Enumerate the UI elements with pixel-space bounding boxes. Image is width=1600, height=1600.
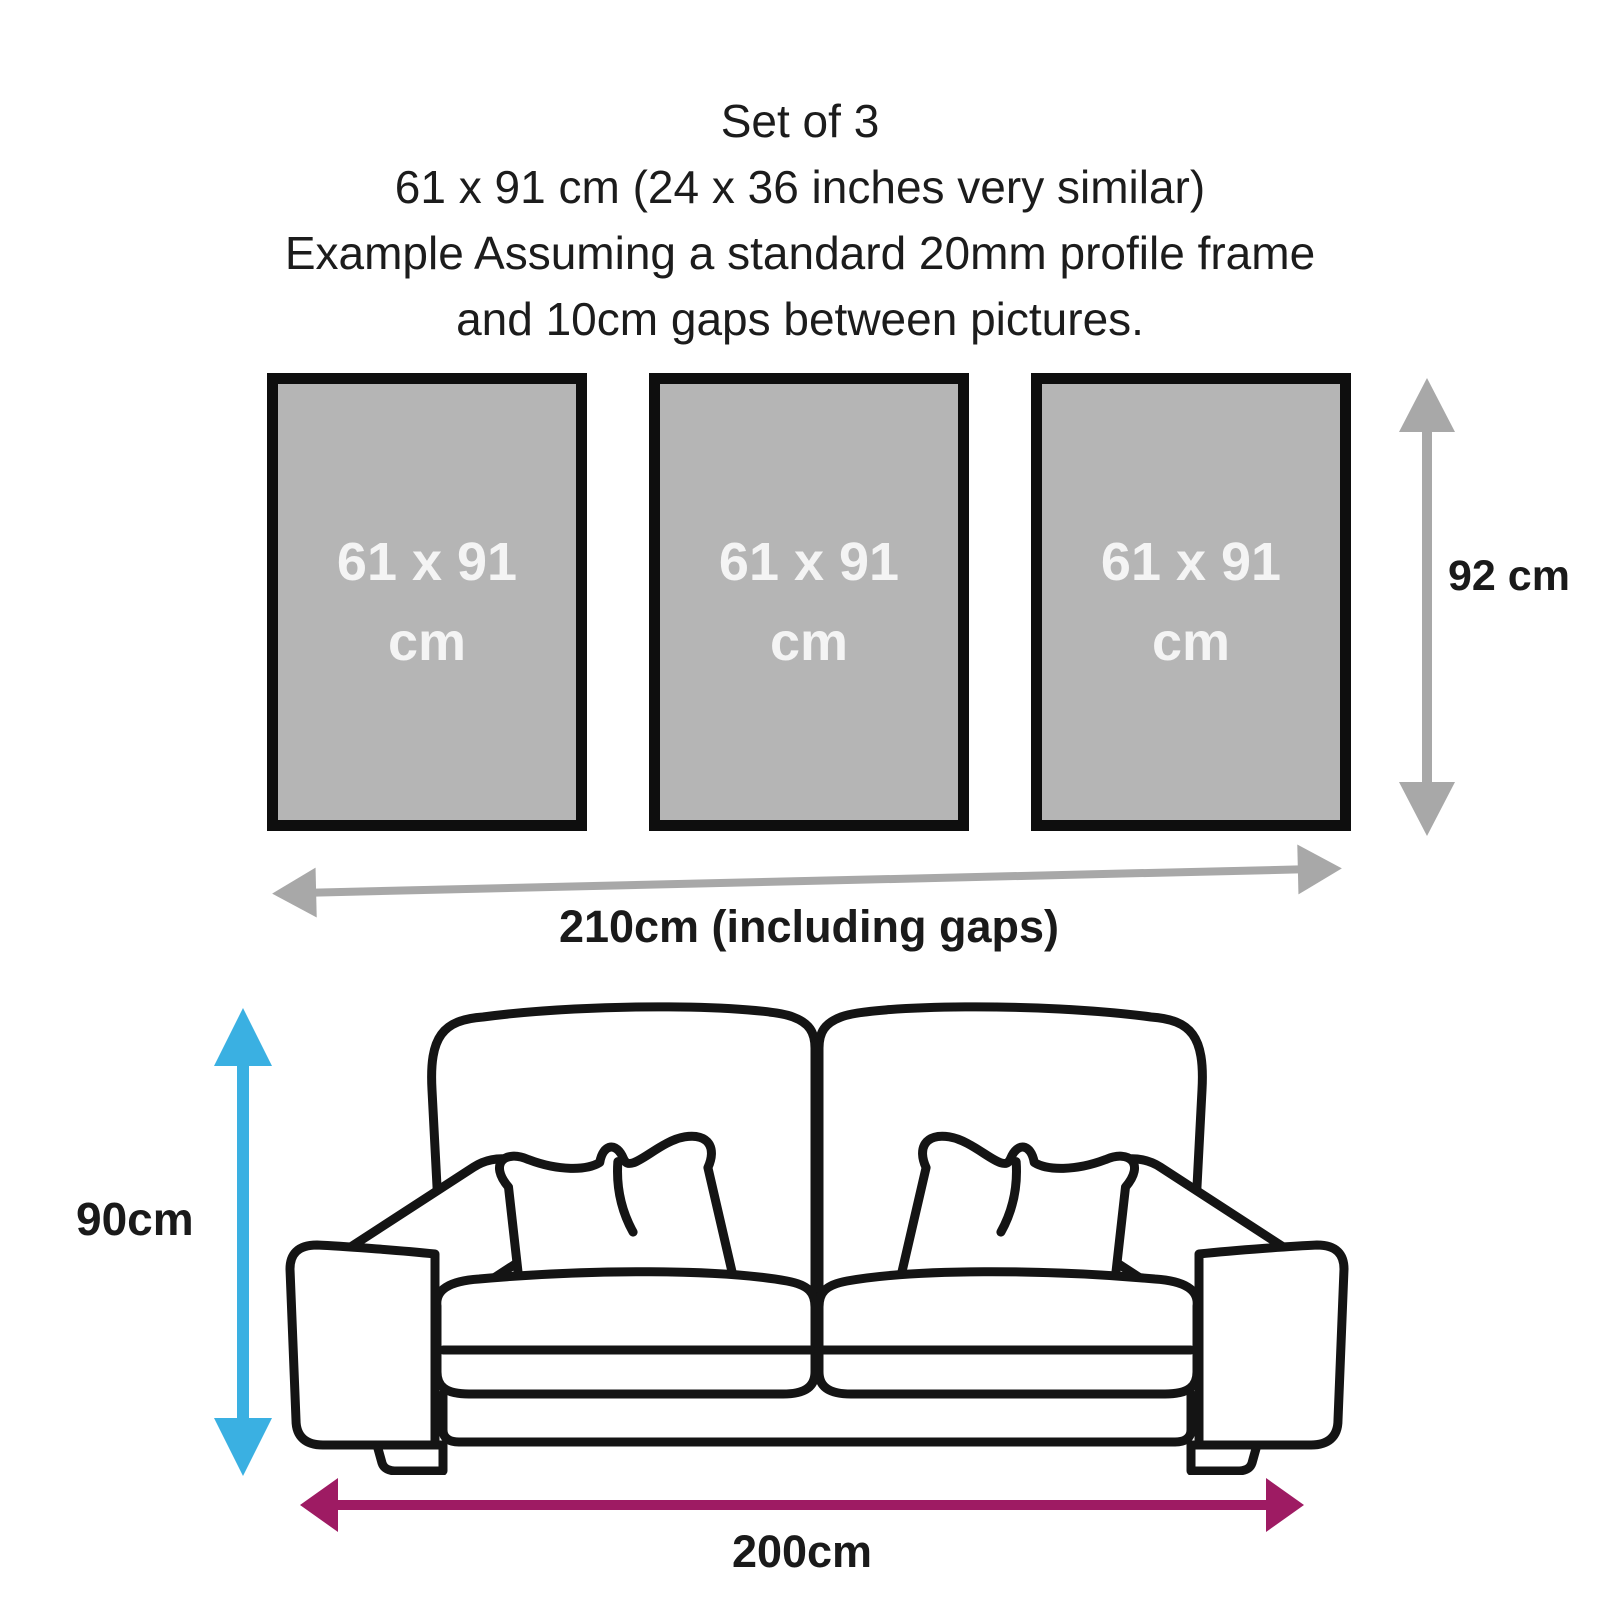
frame-size-label: 61 x 91: [336, 532, 518, 592]
sofa-seat-left: [437, 1272, 815, 1394]
picture-frame-1: [267, 373, 587, 831]
sofa-height-arrow-icon: [210, 1008, 276, 1476]
arrow-shaft: [332, 1500, 1272, 1510]
sofa-height-label: 90cm: [76, 1193, 194, 1245]
title-line-4: and 10cm gaps between pictures.: [456, 293, 1144, 345]
frame-size-label: 61 x 91: [1100, 532, 1282, 592]
arrow-head-right: [1297, 843, 1342, 894]
title-line-1: Set of 3: [720, 95, 880, 147]
total-height-label: 92 cm: [1448, 552, 1570, 600]
title-block: [0, 88, 1600, 352]
arrow-head-down: [214, 1418, 272, 1476]
sofa-width-label: 200cm: [731, 1526, 873, 1577]
arrow-head-right: [1266, 1478, 1304, 1532]
frame-size-unit: cm: [769, 612, 849, 672]
arrow-head-down: [1399, 782, 1455, 836]
arrow-head-up: [1399, 378, 1455, 432]
sofa-base: [443, 1394, 1191, 1442]
height-arrow-icon: [1392, 378, 1462, 836]
sofa-leg-right: [1191, 1445, 1257, 1471]
frame-size-unit: cm: [387, 612, 467, 672]
arrow-shaft: [237, 1058, 249, 1426]
sofa-arm-right: [1199, 1245, 1344, 1445]
arrow-head-up: [214, 1008, 272, 1066]
picture-frame-2: [649, 373, 969, 831]
sofa-illustration: [285, 990, 1350, 1475]
arrow-shaft: [1422, 424, 1432, 790]
frame-size-unit: cm: [1151, 612, 1231, 672]
sofa-arm-left: [290, 1245, 435, 1445]
arrow-shaft: [310, 865, 1304, 896]
total-width-label: 210cm (including gaps): [558, 901, 1060, 952]
title-line-2: 61 x 91 cm (24 x 36 inches very similar): [394, 161, 1206, 213]
title-line-3: Example Assuming a standard 20mm profile frame: [284, 227, 1316, 279]
frame-size-label: 61 x 91: [718, 532, 900, 592]
sofa-leg-left: [377, 1445, 443, 1471]
picture-frame-3: [1031, 373, 1351, 831]
sofa-seat-right: [819, 1272, 1197, 1394]
